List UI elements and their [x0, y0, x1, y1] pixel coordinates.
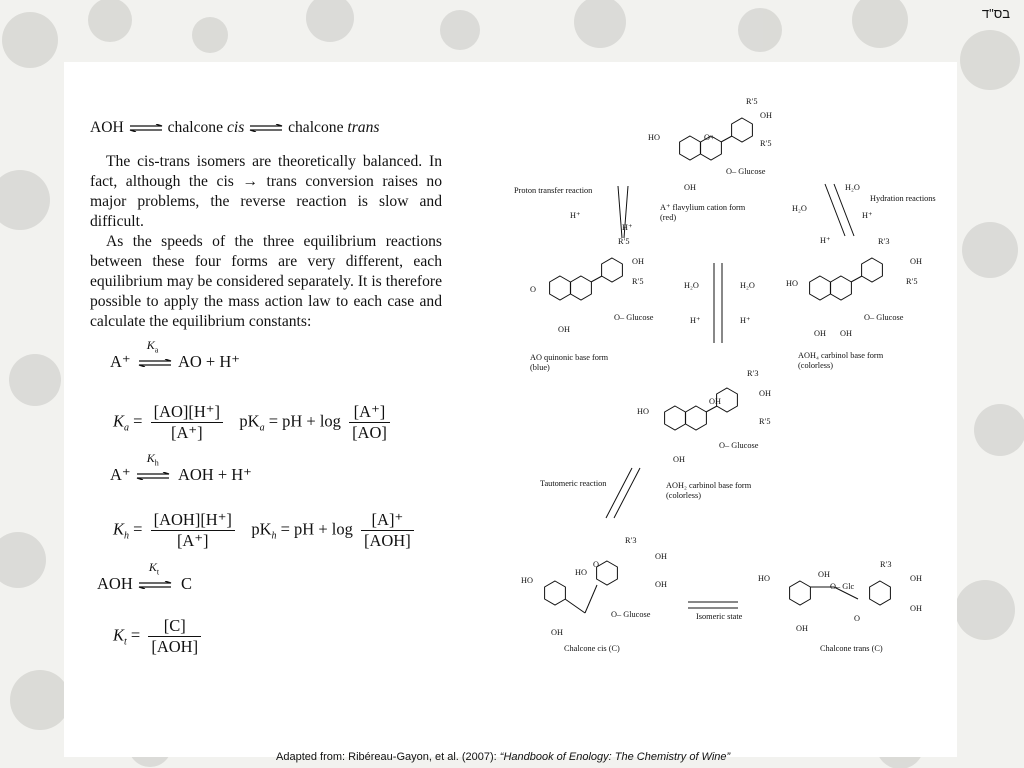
svg-text:HO: HO [786, 279, 798, 288]
equation-kh: $K_h$ = $\frac{\text{[AOH][H⁺]}}{[A^+]}$ $pK_h$ = pH + log $\frac{[A]^+}{\text{[AOH]}}$ [113, 510, 418, 551]
svg-text:O: O [854, 614, 860, 623]
svg-text:HO: HO [575, 568, 587, 577]
svg-text:H⁺: H⁺ [740, 316, 751, 325]
equilibrium-arrow-icon [128, 124, 164, 132]
svg-text:HO: HO [648, 133, 660, 142]
svg-text:AO quinonic base form: AO quinonic base form [530, 353, 609, 362]
ka-log-fraction: $\frac{[A^+]}{[AO]}$ [349, 402, 390, 443]
svg-text:R′3: R′3 [747, 369, 759, 378]
svg-text:R′5: R′5 [746, 97, 758, 106]
eq-k: $K_a$ [146, 338, 159, 355]
trans-label: trans [347, 119, 380, 136]
chalcone-label: chalcone [167, 119, 224, 136]
chalcone-label: chalcone [288, 119, 344, 136]
svg-text:H₂O: H₂O [684, 281, 699, 290]
svg-text:OH: OH [558, 325, 570, 334]
svg-text:O– Glc: O– Glc [830, 582, 855, 591]
svg-text:Chalcone cis (C): Chalcone cis (C) [564, 644, 620, 653]
svg-text:R′5: R′5 [906, 277, 918, 286]
svg-text:H₂O: H₂O [740, 281, 755, 290]
svg-text:O– Glucose: O– Glucose [611, 610, 651, 619]
svg-text:R′5: R′5 [760, 139, 772, 148]
svg-text:OH: OH [796, 624, 808, 633]
flavylium-structure [648, 97, 772, 192]
aoh-label: AOH [90, 119, 124, 136]
left-text-block [90, 118, 442, 332]
carbinol4-structure [786, 237, 922, 338]
svg-text:HO: HO [758, 574, 770, 583]
svg-text:(blue): (blue) [530, 363, 550, 372]
svg-text:Isomeric state: Isomeric state [696, 612, 743, 621]
svg-text:R′3: R′3 [625, 536, 637, 545]
svg-text:O– Glucose: O– Glucose [614, 313, 654, 322]
equation-ka: $K_a$ = $\frac{[AO][H^+]}{[A^+]}$ $pK_a$ = pH + log $\frac{[A^+]}{[AO]}$ [113, 402, 394, 443]
svg-text:OH: OH [684, 183, 696, 192]
equation-kt: $K_t$ = $\frac{[C]}{\text{[AOH]}}$ [113, 616, 205, 657]
paragraph-1: The cis-trans isomers are theoretically balanced. In fact, although the cis → trans conversion raises no major problems, the reverse reaction is slow and difficult. [90, 153, 442, 230]
svg-text:O– Glucose: O– Glucose [726, 167, 766, 176]
svg-text:OH: OH [759, 389, 771, 398]
svg-text:R′5: R′5 [618, 237, 630, 246]
equation-kh-reaction: A⁺ $K_h$ AOH + H⁺ [110, 451, 252, 484]
svg-text:R′3: R′3 [878, 237, 890, 246]
svg-text:(colorless): (colorless) [798, 361, 834, 370]
svg-text:Tautomeric reaction: Tautomeric reaction [540, 479, 607, 488]
svg-text:R′5: R′5 [632, 277, 644, 286]
svg-text:(colorless): (colorless) [666, 491, 702, 500]
carbinol2-structure [637, 369, 771, 464]
svg-text:OH: OH [910, 574, 922, 583]
svg-text:OH: OH [910, 604, 922, 613]
svg-text:OH: OH [632, 257, 644, 266]
svg-text:Hydration reactions: Hydration reactions [870, 194, 936, 203]
svg-text:R′3: R′3 [880, 560, 892, 569]
svg-text:O: O [530, 285, 536, 294]
svg-text:OH: OH [760, 111, 772, 120]
equation-ka-reaction [110, 338, 240, 372]
svg-text:O: O [593, 560, 599, 569]
paragraph-2: As the speeds of the three equilibrium reactions between these four forms are very different, each equilibrium may be considered separately. It is therefore possible to apply the mass action law to each case and calculate the equilibrium constants: [90, 233, 442, 330]
svg-text:HO: HO [521, 576, 533, 585]
quinonic-structure [530, 237, 654, 334]
svg-text:H⁺: H⁺ [862, 211, 873, 220]
equation-kt-reaction: AOH $K_t$ C [97, 560, 193, 593]
svg-text:OH: OH [840, 329, 852, 338]
svg-text:(red): (red) [660, 213, 677, 222]
svg-text:OH: OH [910, 257, 922, 266]
ka-fraction: $\frac{[AO][H^+]}{[A^+]}$ [151, 402, 223, 443]
svg-text:O– Glucose: O– Glucose [864, 313, 904, 322]
anthocyanin-equilibria-diagram [500, 88, 960, 668]
chalcone-trans-structure [758, 560, 922, 633]
svg-text:H₂O: H₂O [792, 204, 807, 213]
eq-left: A⁺ [110, 352, 131, 371]
equilibrium-arrow-icon [248, 124, 284, 132]
svg-text:H⁺: H⁺ [820, 236, 831, 245]
svg-text:HO: HO [637, 407, 649, 416]
svg-text:H⁺: H⁺ [690, 316, 701, 325]
svg-text:AOH₂ carbinol base form: AOH₂ carbinol base form [666, 481, 752, 490]
eq-arrow [135, 338, 175, 372]
svg-text:H⁺: H⁺ [570, 211, 581, 220]
svg-text:OH: OH [655, 552, 667, 561]
svg-text:OH: OH [814, 329, 826, 338]
svg-text:Chalcone trans (C): Chalcone trans (C) [820, 644, 883, 653]
svg-text:R′5: R′5 [759, 417, 771, 426]
svg-text:OH: OH [818, 570, 830, 579]
eq-right: AO + H⁺ [177, 352, 240, 371]
chalcone-reaction [90, 118, 442, 138]
corner-label: בס"ד [981, 6, 1010, 21]
svg-text:OH: OH [655, 580, 667, 589]
svg-text:H₂O: H₂O [845, 183, 860, 192]
svg-text:H⁺: H⁺ [622, 223, 633, 232]
svg-text:O+: O+ [704, 133, 715, 142]
svg-text:AOH₄ carbinol base form: AOH₄ carbinol base form [798, 351, 884, 360]
cis-label: cis [226, 119, 245, 136]
svg-text:OH: OH [709, 397, 721, 406]
svg-text:OH: OH [551, 628, 563, 637]
svg-text:OH: OH [673, 455, 685, 464]
svg-text:O– Glucose: O– Glucose [719, 441, 759, 450]
svg-text:Proton transfer reaction: Proton transfer reaction [514, 186, 593, 195]
chalcone-cis-structure [521, 536, 667, 637]
citation-footer: Adapted from: Ribéreau-Gayon, et al. (2007): “Handbook of Enology: The Chemistry of Wine” [276, 751, 731, 763]
svg-text:A⁺ flavylium cation form: A⁺ flavylium cation form [660, 203, 746, 212]
